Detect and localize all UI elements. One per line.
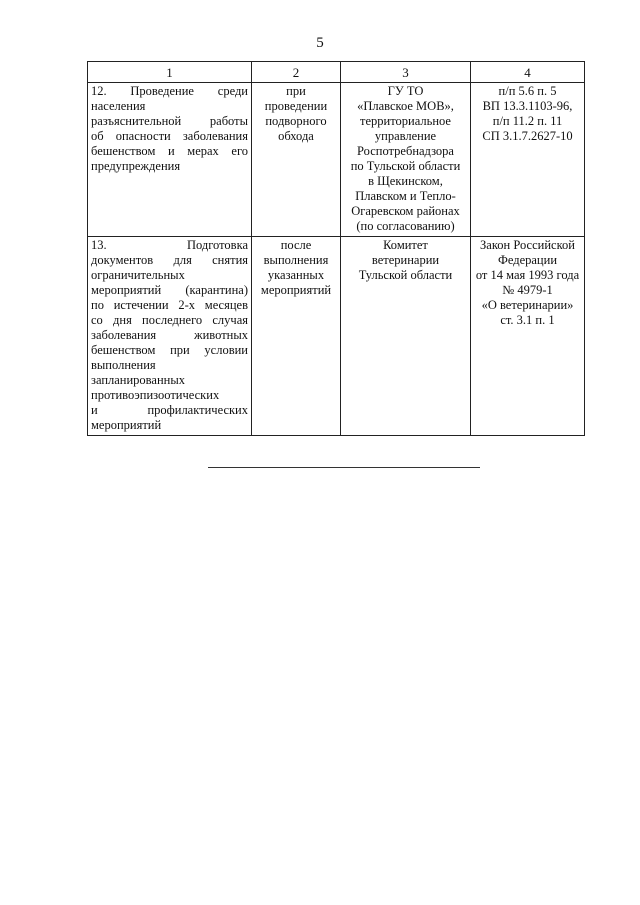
deadline-cell (252, 237, 341, 436)
description-word: бешенством при условии (91, 343, 248, 357)
description-word: 13. (91, 238, 107, 252)
description-line (91, 403, 248, 418)
responsible-line: (по согласованию) (356, 219, 455, 233)
description-word: снятия (212, 253, 249, 267)
deadline-line: проведении (264, 99, 328, 113)
description-line: населения (91, 99, 146, 113)
legal-basis-line: п/п 5.6 п. 5 (498, 84, 557, 98)
deadline-line: указанных (267, 268, 325, 282)
responsible-line: территориальное (360, 114, 451, 128)
description-line (91, 253, 248, 268)
legal-basis-line: от 14 мая 1993 года (475, 268, 580, 282)
description-word: животных (193, 328, 248, 342)
description-word: Проведение (130, 84, 194, 98)
description-word: среди (217, 84, 248, 98)
responsible-line: Плавском и Тепло- (355, 189, 456, 203)
column-header: 3 (341, 62, 471, 83)
description-word: (карантина) (185, 283, 248, 297)
table-row (88, 237, 585, 436)
description-line: противоэпизоотических (91, 388, 220, 402)
description-line (91, 328, 248, 343)
description-word: для (173, 253, 192, 267)
description-line: ограничительных (91, 268, 185, 282)
legal-basis-line: Закон Российской (480, 238, 575, 252)
description-line (91, 129, 248, 144)
legal-basis-line: ВП 13.3.1103-96, (482, 99, 573, 113)
description-word: Подготовка (186, 238, 248, 252)
description-line: предупреждения (91, 159, 181, 173)
responsible-cell (341, 83, 471, 237)
description-line (91, 298, 248, 313)
legal-basis-line: СП 3.1.7.2627-10 (482, 129, 573, 143)
description-line (91, 144, 248, 159)
description-line: запланированных (91, 373, 185, 387)
description-line (91, 313, 248, 328)
description-word: со дня последнего случая (91, 313, 248, 327)
column-header: 2 (252, 62, 341, 83)
measure-description-cell (88, 83, 252, 237)
description-line (91, 238, 248, 253)
page-number: 5 (316, 35, 324, 51)
description-word: заболевания (91, 328, 157, 342)
responsible-line: Тульской области (358, 268, 453, 282)
measures-table (87, 61, 585, 436)
legal-basis-line: п/п 11.2 п. 11 (492, 114, 563, 128)
description-line: мероприятий (91, 418, 162, 432)
description-line (91, 114, 248, 129)
measure-description-cell (88, 237, 252, 436)
column-header: 4 (471, 62, 585, 83)
deadline-line: подворного (265, 114, 327, 128)
deadline-line: мероприятий (260, 283, 332, 297)
deadline-line: выполнения (263, 253, 329, 267)
description-word: работы (209, 114, 248, 128)
responsible-line: в Щекинском, (368, 174, 443, 188)
responsible-line: ГУ ТО (387, 84, 424, 98)
description-word: и (167, 144, 175, 158)
legal-basis-line: Федерации (497, 253, 558, 267)
description-word: его (231, 144, 249, 158)
deadline-cell (252, 83, 341, 237)
deadline-line: при (286, 84, 306, 98)
legal-basis-line: ст. 3.1 п. 1 (500, 313, 555, 327)
description-word: и (91, 403, 98, 417)
description-word: об опасности заболевания (91, 129, 248, 143)
description-line: выполнения (91, 358, 156, 372)
responsible-line: Роспотребнадзора (357, 144, 454, 158)
description-word: 12. (91, 84, 107, 98)
legal-basis-line: № 4979-1 (502, 283, 553, 297)
responsible-line: ветеринарии (371, 253, 440, 267)
description-word: разъяснительной (91, 114, 182, 128)
table-header-row (88, 62, 585, 83)
description-word: профилактических (147, 403, 248, 417)
description-line (91, 283, 248, 298)
responsible-line: Комитет (383, 238, 428, 252)
responsible-line: Огаревском районах (351, 204, 460, 218)
deadline-line: обхода (278, 129, 314, 143)
description-word: документов (91, 253, 154, 267)
legal-basis-cell (471, 83, 585, 237)
legal-basis-cell (471, 237, 585, 436)
description-word: по истечении 2-х месяцев (91, 298, 248, 312)
table-row (88, 83, 585, 237)
description-word: мерах (187, 144, 219, 158)
legal-basis-line: «О ветеринарии» (481, 298, 574, 312)
deadline-line: после (280, 238, 312, 252)
responsible-line: по Тульской области (350, 159, 461, 173)
end-divider-line (208, 467, 480, 468)
responsible-line: управление (374, 129, 437, 143)
column-header: 1 (88, 62, 252, 83)
description-line (91, 84, 248, 99)
description-word: бешенством (91, 144, 156, 158)
description-word: мероприятий (91, 283, 162, 297)
description-line (91, 343, 248, 358)
responsible-cell (341, 237, 471, 436)
responsible-line: «Плавское МОВ», (357, 99, 454, 113)
